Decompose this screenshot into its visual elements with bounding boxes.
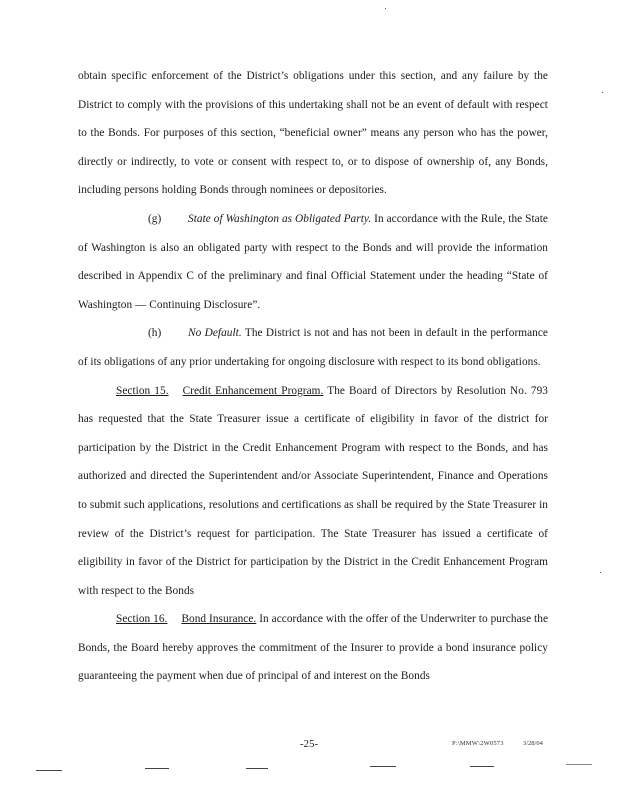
section-16-number: Section 16. [116,613,168,626]
page-number: -25- [299,738,319,750]
section-15-title: Credit Enhancement Program. [182,384,324,397]
subsection-h-label: (h) [148,327,162,340]
continuation-paragraph: obtain specific enforcement of the District’s obligations under this section, and any failure by the District to comply with the provisions of this undertaking shall not be an event of default with respect to the Bonds. For purposes of this section, “beneficial owner” means any person who has the power, directly or indirectly, to vote or consent with respect to, or to dispose of ownership of, any Bonds, including persons holding Bonds through nominees or depositories. [78,70,548,197]
subsection-g-label: (g) [148,212,162,225]
subsection-g-title: State of Washington as Obligated Party. [188,212,372,225]
subsection-h [78,319,548,376]
subsection-g-text: In accordance with the Rule, the State of Washington is also an obligated party with respect to the Bonds and will provide the information described in Appendix C of the preliminary and final Official Statement under the heading “State of Washington — Continuing Disclosure”. [78,212,548,311]
subsection-h-title: No Default. [188,327,242,340]
scan-mark [566,764,592,765]
scan-speck [600,572,601,573]
scan-speck [385,8,386,9]
section-16-title: Bond Insurance. [181,613,257,626]
section-16-text: In accordance with the offer of the Underwriter to purchase the Bonds, the Board hereby approves the commitment of the Insurer to provide a bond insurance policy guaranteeing the payment when due of principal of and interest on the Bonds [78,613,549,683]
document-body [78,62,548,691]
scan-mark [246,768,268,769]
section-15-text: The Board of Directors by Resolution No. 793 has requested that the State Treasurer issue a certificate of eligibility in favor of the district for participation by the District in the Credit Enhancement Program with respect to the Bonds, and has authorized and directed the Superintendent and/or Associate Superintendent, Finance and Operations to submit such applications, resolutions and certifications as shall be required by the State Treasurer in review of the District’s request for participation. The State Treasurer has issued a certificate of eligibility in favor of the District for participation by the District in the Credit Enhancement Program with respect to the Bonds [78,384,548,597]
document-date: 3/28/04 [523,740,543,747]
scan-mark [470,766,494,767]
section-15-number: Section 15. [116,384,169,397]
subsection-h-text: The District is not and has not been in default in the performance of its obligations of any prior undertaking for ongoing disclosure with respect to its bond obligations. [78,327,548,368]
scan-mark [145,768,169,769]
section-15 [78,377,548,606]
scan-mark [36,770,62,771]
section-16 [78,605,548,691]
scan-mark [370,766,396,767]
scan-speck [602,92,603,93]
document-code: P:\MMW\2W0573 [452,740,504,747]
subsection-g [78,205,548,319]
